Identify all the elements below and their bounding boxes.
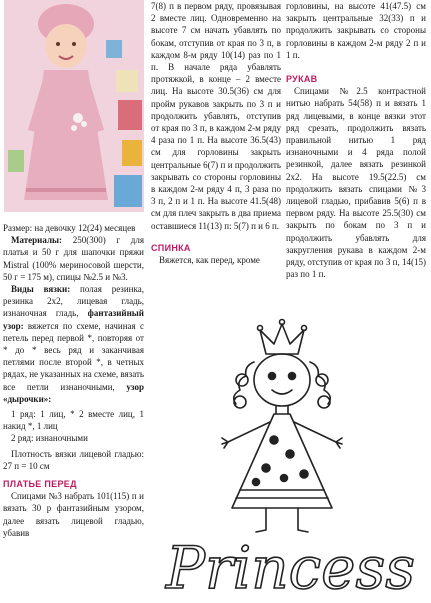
back-continued-text: горловины, на высоте 41(47.5) см закрыть центральные 32(33) п и продолжить закрывать со стороны горловины в каждом 2-м ряду 2 п и 1 п. [286,1,426,60]
front-text: Спицами №3 набрать 101(115) п и вязать 30 р фантазийным узором, далее вязать лицевой гладью, убавив [3,491,144,538]
back-heading: СПИНКА [151,242,191,253]
lace-row-2: 2 ряд: изнаночными [11,433,88,444]
column-2 [151,0,281,266]
size-text: Размер: на девочку 12(24) месяцев [3,223,136,233]
gauge-text: Плотность вязки лицевой гладью: 27 п = 10 см [3,448,144,471]
sleeve-heading: РУКАВ [286,74,318,85]
front-continued-text: 7(8) п в первом ряду, провязывая 2 вместе лиц. Одновременно на высоте 7 см начать убавлять по бокам, отступив от края по 3 п, в каждом 8-м ряду 10(14) раз по 1 п. В начале ряда убавлять протяжкой, в конце – 2 вместе лиц. На высоте 30.5(36) см для пройм рукавов закрыть по 3 п и продолжить убавлять, отступив от края по 3 п, в каждом 2-м ряду 4 раза по 1 п. На высоте 36.5(43) см для горловины закрыть центральные 6(7) п и продолжить закрывать со стороны горловины в каждом 2-м ряду 4 п, 3 раза по 3 п, 2 п и 1 п. На высоте 41.5(48) см для плеч закрыть в два приема оставшиеся 11(13) п: 5(7) п и 6 п. [151,1,281,231]
types-paragraph [3,283,144,405]
front-heading: ПЛАТЬЕ ПЕРЕД [3,479,77,490]
photo-illustration [4,0,144,212]
sleeve-text: Спицами №2.5 контрастной нитью набрать 54(58) п и вязать 1 ряд лицевыми, в конце вязки этот ряд срезать, продолжить вязать правильной нитью 1 ряд изнаночными и 4 ряда полой резинкой, далее вязать резинкой 2x2. На высоте 19.5(22.5) см продолжить вязать спицами №3 лицевой гладью, прибавив 5(6) п в первом ряду. На высоте 25.5(30) см закрыть по бокам по 3 п и продолжить убавлять для закругления рукава в каждом 2-м ряду, отступив от края по 3 п, 14(15) раз по 1 п. [286,86,426,280]
lace-row-1: 1 ряд: 1 лиц, * 2 вместе лиц, 1 накид *, 1 лиц [3,409,144,432]
column-1 [3,222,144,539]
princess-word: Princess [166,534,415,598]
column-3 [286,0,426,280]
types-text: полая резинка, резинка 2x2, лицевая гладь, изнаночная гладь, [3,284,144,319]
materials-paragraph [3,234,144,283]
types-label: Виды вязки: [11,284,71,295]
fancy-label: фантазийный узор: [3,308,144,331]
lace-label: узор «дырочки»: [3,381,144,404]
photo-girl-pink-dress [4,0,144,212]
fancy-text: вяжется по схеме, начиная с петель перед первой *, повторяя от * до * весь ряд и заканчивая петлями после второй *, в четных рядах, не указанных на схеме, вязать все петли изнаночными, [3,320,145,392]
princess-illustration [162,318,428,598]
princess-drawing [162,318,428,598]
back-text: Вяжется, как перед, кроме [159,255,260,266]
materials-label: Материалы: [11,235,63,246]
materials-text: 250(300) г для платья и 50 г для шапочки пряжи Mistral (100% мериносовой шерсти, 50 г = 175 м), спицы №2.5 и №3. [3,235,144,282]
